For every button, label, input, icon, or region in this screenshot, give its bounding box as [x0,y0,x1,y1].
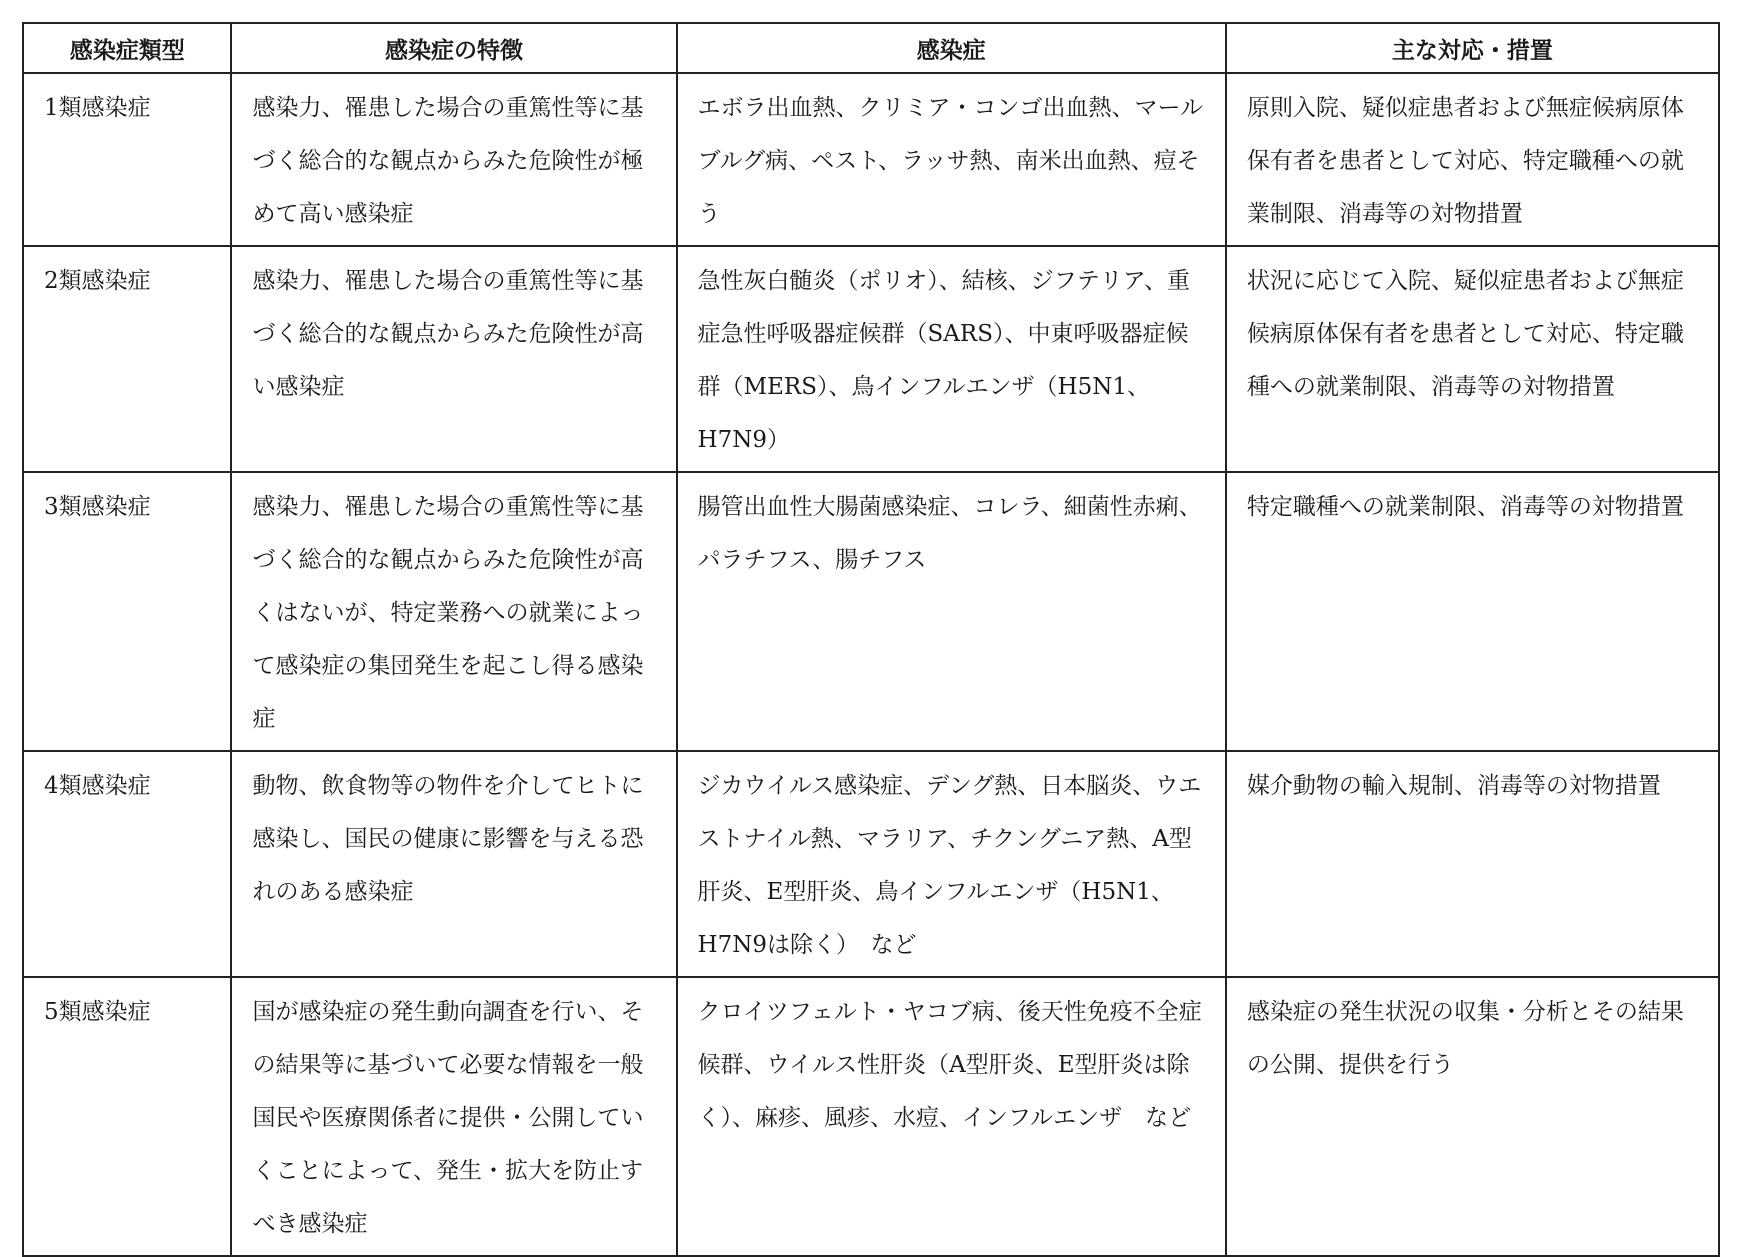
cell-diseases: 腸管出血性大腸菌感染症、コレラ、細菌性赤痢、パラチフス、腸チフス [677,472,1226,751]
cell-feature: 感染力、罹患した場合の重篤性等に基づく総合的な観点からみた危険性が極めて高い感染症 [231,73,676,246]
cell-type: 2類感染症 [23,246,231,472]
cell-measures: 状況に応じて入院、疑似症患者および無症候病原体保有者を患者として対応、特定職種への就業制限、消毒等の対物措置 [1226,246,1719,472]
header-type: 感染症類型 [23,23,231,73]
table-row [23,751,1719,977]
cell-feature: 感染力、罹患した場合の重篤性等に基づく総合的な観点からみた危険性が高くはないが、特定業務への就業によって感染症の集団発生を起こし得る感染症 [231,472,676,751]
cell-diseases: ジカウイルス感染症、デング熱、日本脳炎、ウエストナイル熱、マラリア、チクングニア熱、A型肝炎、E型肝炎、鳥インフルエンザ（H5N1、H7N9は除く） など [677,751,1226,977]
document-page [22,22,1720,1257]
table-row [23,472,1719,751]
cell-type: 1類感染症 [23,73,231,246]
cell-type: 3類感染症 [23,472,231,751]
table-row [23,73,1719,246]
header-diseases: 感染症 [677,23,1226,73]
table-row [23,977,1719,1256]
header-feature: 感染症の特徴 [231,23,676,73]
header-measures: 主な対応・措置 [1226,23,1719,73]
header-row [23,23,1719,73]
cell-feature: 感染力、罹患した場合の重篤性等に基づく総合的な観点からみた危険性が高い感染症 [231,246,676,472]
cell-diseases: 急性灰白髄炎（ポリオ）、結核、ジフテリア、重症急性呼吸器症候群（SARS）、中東呼吸器症候群（MERS）、鳥インフルエンザ（H5N1、H7N9） [677,246,1226,472]
cell-feature: 動物、飲食物等の物件を介してヒトに感染し、国民の健康に影響を与える恐れのある感染症 [231,751,676,977]
cell-measures: 感染症の発生状況の収集・分析とその結果の公開、提供を行う [1226,977,1719,1256]
table-row [23,246,1719,472]
cell-feature: 国が感染症の発生動向調査を行い、その結果等に基づいて必要な情報を一般国民や医療関係者に提供・公開していくことによって、発生・拡大を防止すべき感染症 [231,977,676,1256]
cell-diseases: エボラ出血熱、クリミア・コンゴ出血熱、マールブルグ病、ペスト、ラッサ熱、南米出血熱、痘そう [677,73,1226,246]
cell-diseases: クロイツフェルト・ヤコブ病、後天性免疫不全症候群、ウイルス性肝炎（A型肝炎、E型肝炎は除く）、麻疹、風疹、水痘、インフルエンザ など [677,977,1226,1256]
cell-measures: 特定職種への就業制限、消毒等の対物措置 [1226,472,1719,751]
cell-measures: 媒介動物の輸入規制、消毒等の対物措置 [1226,751,1719,977]
cell-measures: 原則入院、疑似症患者および無症候病原体保有者を患者として対応、特定職種への就業制限、消毒等の対物措置 [1226,73,1719,246]
cell-type: 5類感染症 [23,977,231,1256]
cell-type: 4類感染症 [23,751,231,977]
infectious-disease-table [22,22,1720,1257]
